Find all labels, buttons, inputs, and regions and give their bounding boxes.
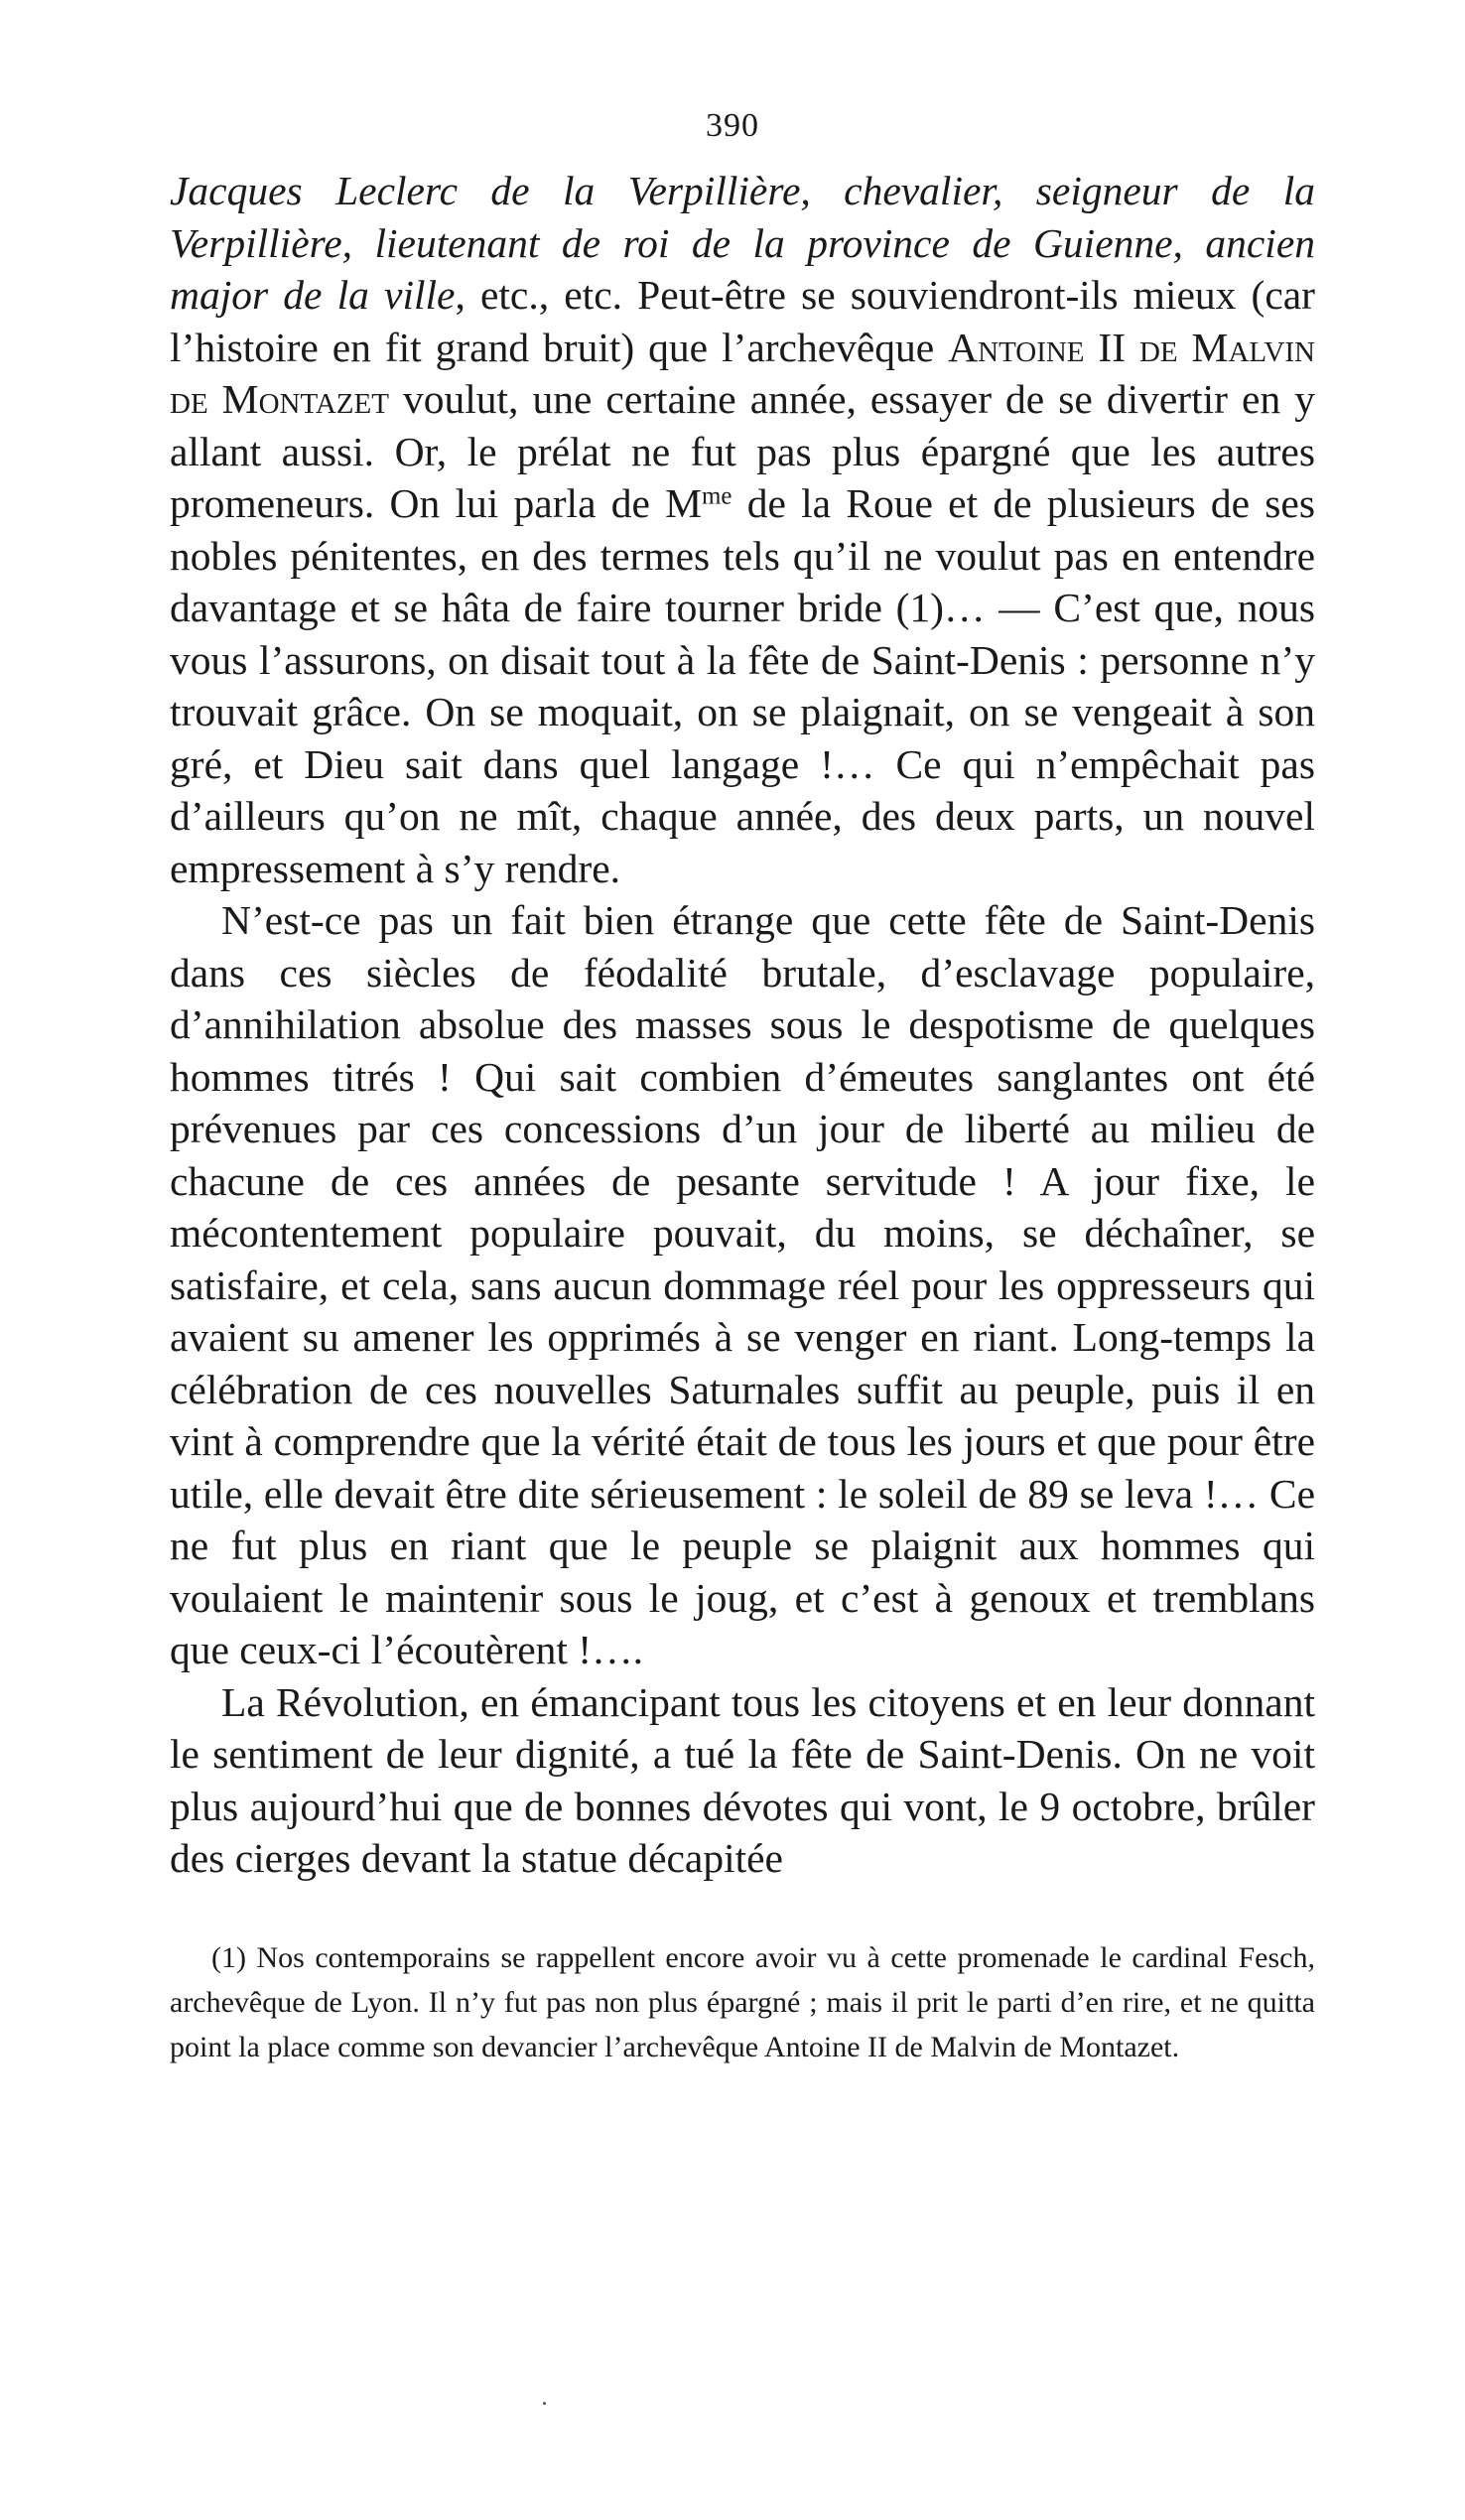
text-run-smallcaps: Antoine II de Malvin de Montazet: [170, 324, 1315, 422]
text-run: N’est-ce pas un fait bien étrange que cette fête de Saint-Denis dans ces siècles de féodalité brutale, d’esclavage populaire, d’annihilation absolue des masses sous le despotisme de quelques hommes titrés ! Qui sait combien d’émeutes sanglantes ont été prévenues par ces concessions d’un jour de liberté au milieu de chacune de ces années de pesante servitude ! A jour fixe, le mécontentement populaire pouvait, du moins, se déchaîner, se satisfaire, et cela, sans aucun dommage réel pour les oppresseurs qui avaient su amener les opprimés à se venger en riant. Long-temps la célébration de ces nouvelles Saturnales suffit au peuple, puis il en vint à comprendre que la vérité était de tous les jours et que pour être utile, elle devait être dite sérieusement : le soleil de 89 se leva !… Ce ne fut plus en riant que le peuple se plaignit aux hommes qui voulaient le maintenir sous le joug, et c’est à genoux et tremblans que ceux-ci l’écoutèrent !….: [170, 897, 1315, 1672]
paragraph-2: [170, 894, 1315, 1676]
text-run-superscript: me: [702, 482, 732, 510]
footnote: (1) Nos contemporains se rappellent encore avoir vu à cette promenade le cardinal Fesch, archevêque de Lyon. Il n’y fut pas non plus épargné ; mais il prit le parti d’en rire, et ne quitta point la place comme son devancier l’archevêque Antoine II de Malvin de Montazet.: [170, 1941, 1315, 2063]
text-run: , etc., etc. Peut-être se souviendront-ils mieux (car l’histoire en fit grand bruit) que l’archevêque: [170, 272, 1316, 370]
text-run: La Révolution, en émancipant tous les citoyens et en leur donnant le sentiment de leur dignité, a tué la fête de Saint-Denis. On ne voit plus aujourd’hui que de bonnes dévotes qui vont, le 9 octobre, brûler des cierges devant la statue décapitée: [170, 1678, 1315, 1881]
paragraph-3: [170, 1676, 1315, 1885]
paper-speck: [543, 2402, 546, 2405]
page-number: 390: [706, 107, 759, 144]
body-text: [170, 165, 1315, 1885]
text-run: de la Roue et de plusieurs de ses nobles pénitentes, en des termes tels qu’il ne voulut pas en entendre davantage et se hâta de faire tourner bride (1)… — C’est que, nous vous l’assurons, on disait tout à la fête de Saint-Denis : personne n’y trouvait grâce. On se moquait, on se plaignait, on se vengeait à son gré, et Dieu sait dans quel langage !… Ce qui n’empêchait pas d’ailleurs qu’on ne mît, chaque année, des deux parts, un nouvel empressement à s’y rendre.: [170, 480, 1315, 891]
text-run: voulut, une certaine année, essayer de se divertir en y allant aussi. Or, le prélat ne fut pas plus épargné que les autres promeneurs. On lui parla de M: [170, 376, 1315, 526]
text-run-italic: Jacques Leclerc de la Verpillière, chevalier, seigneur de la Verpillière, lieutenant de roi de la province de Guienne, ancien major de la ville: [170, 168, 1315, 318]
paragraph-1: [170, 165, 1315, 894]
